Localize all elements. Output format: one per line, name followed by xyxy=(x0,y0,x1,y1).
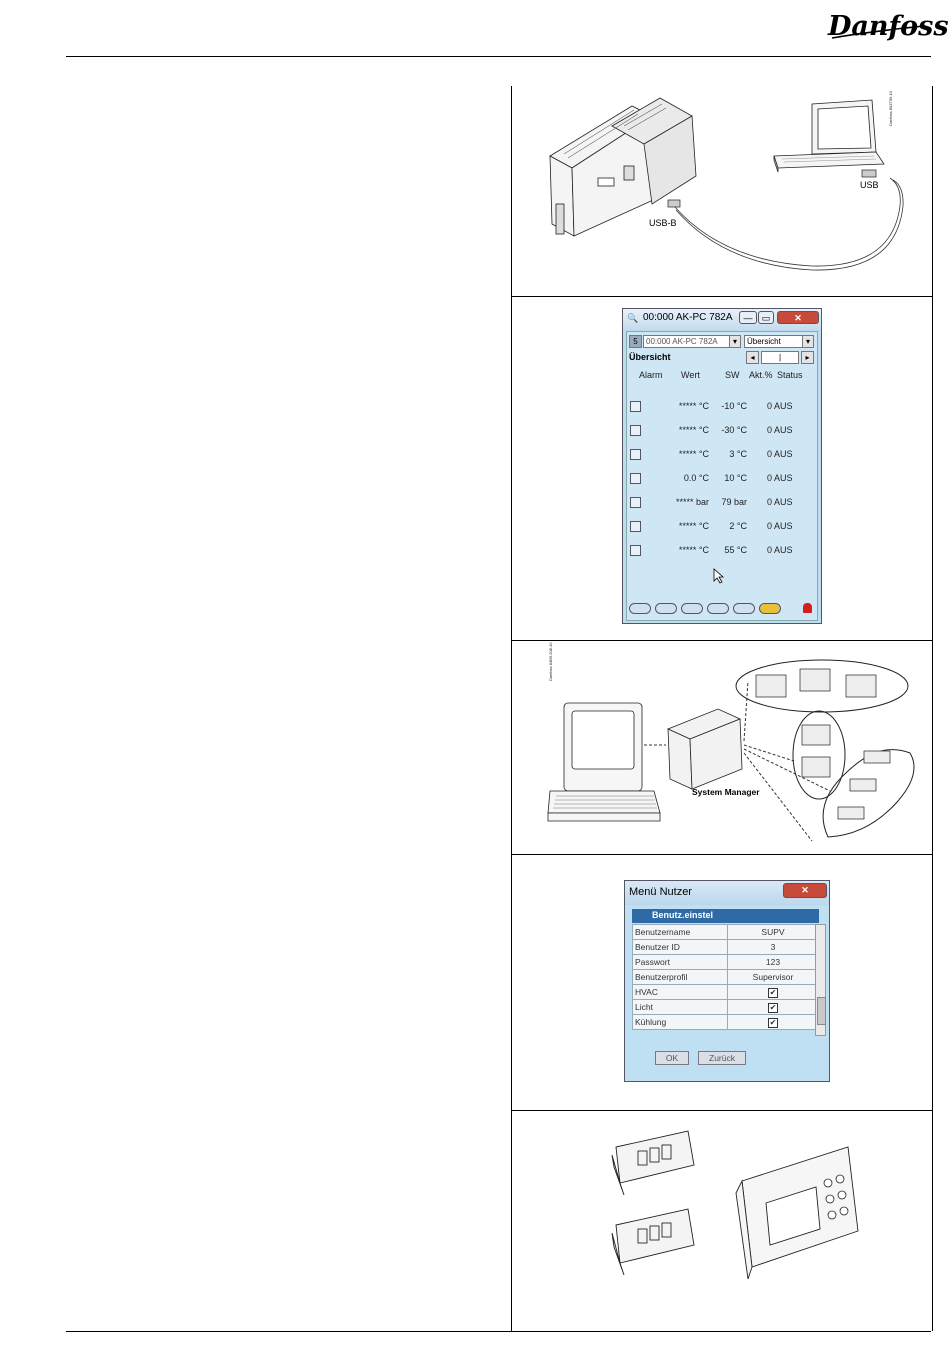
scrollbar-thumb[interactable] xyxy=(817,997,826,1025)
figure-column xyxy=(511,86,933,1331)
row-wert: ***** °C xyxy=(678,449,709,459)
col-alarm: Alarm xyxy=(639,370,663,380)
section-header xyxy=(632,909,819,923)
network-drawing xyxy=(512,641,932,855)
field-label: HVAC xyxy=(633,985,728,1000)
user-settings-table xyxy=(632,924,819,1030)
table-row[interactable] xyxy=(627,400,817,414)
field-value[interactable]: Supervisor xyxy=(728,970,819,985)
field-label: Benutzername xyxy=(633,925,728,940)
field-label: Benutzer ID xyxy=(633,940,728,955)
table-row[interactable] xyxy=(633,940,819,955)
controller-laptop-drawing xyxy=(512,86,932,296)
row-status: AUS xyxy=(774,449,793,459)
overview-screenshot-panel xyxy=(512,296,932,641)
field-value[interactable]: 3 xyxy=(728,940,819,955)
usb-b-label: USB-B xyxy=(649,218,677,228)
sensor-icon xyxy=(630,545,641,556)
tab-trend[interactable] xyxy=(707,603,729,614)
display-units-drawing xyxy=(512,1111,932,1332)
alarm-bell-icon[interactable] xyxy=(803,603,812,613)
field-value[interactable]: SUPV xyxy=(728,925,819,940)
display-units-figure xyxy=(512,1110,932,1332)
licht-checkbox[interactable]: ✔ xyxy=(769,1002,777,1012)
close-button[interactable]: ✕ xyxy=(783,883,827,898)
user-menu-screenshot-panel xyxy=(512,854,932,1111)
header-rule xyxy=(66,56,931,57)
row-sw: 10 °C xyxy=(724,473,747,483)
table-row[interactable] xyxy=(633,970,819,985)
row-status: AUS xyxy=(774,473,793,483)
row-wert: ***** °C xyxy=(678,545,709,555)
col-akt: Akt.% xyxy=(749,370,773,380)
section-header-label: Benutz.einstel xyxy=(652,910,714,920)
row-status: AUS xyxy=(774,545,793,555)
figure-code: Danfoss 80Z706.10 xyxy=(888,91,893,126)
tab-graph[interactable] xyxy=(681,603,703,614)
window-titlebar xyxy=(625,881,829,905)
hvac-checkbox[interactable]: ✔ xyxy=(769,987,777,997)
tab-service[interactable] xyxy=(733,603,755,614)
scrollbar[interactable] xyxy=(815,924,826,1036)
kuehlung-checkbox[interactable]: ✔ xyxy=(769,1017,777,1027)
device-icon[interactable]: 5 xyxy=(629,335,642,348)
table-row[interactable] xyxy=(627,448,817,462)
figure-code: Danfoss 84B9.208.10 xyxy=(548,642,553,681)
table-row[interactable] xyxy=(633,1015,819,1030)
device-dropdown-icon[interactable]: ▾ xyxy=(729,335,741,348)
table-row[interactable] xyxy=(627,472,817,486)
back-button[interactable]: Zurück xyxy=(698,1051,746,1065)
row-sw: 3 °C xyxy=(729,449,747,459)
field-label: Benutzerprofil xyxy=(633,970,728,985)
sensor-icon xyxy=(630,473,641,484)
row-akt: 0 xyxy=(767,473,773,483)
sensor-icon xyxy=(630,449,641,460)
table-row[interactable] xyxy=(627,496,817,510)
row-wert: ***** °C xyxy=(678,401,709,411)
scroll-position[interactable]: | xyxy=(761,351,799,364)
row-status: AUS xyxy=(774,497,793,507)
row-wert: ***** °C xyxy=(678,425,709,435)
footer-rule xyxy=(66,1331,931,1332)
col-wert: Wert xyxy=(681,370,700,380)
field-label: Passwort xyxy=(633,955,728,970)
close-button[interactable]: ✕ xyxy=(777,311,819,324)
row-status: AUS xyxy=(774,401,793,411)
table-row[interactable] xyxy=(633,925,819,940)
prev-button[interactable]: ◂ xyxy=(746,351,759,364)
table-row[interactable] xyxy=(627,520,817,534)
user-menu-window xyxy=(624,880,830,1082)
row-akt: 0 xyxy=(767,497,773,507)
view-dropdown-icon[interactable]: ▾ xyxy=(802,335,814,348)
ok-button[interactable]: OK xyxy=(655,1051,689,1065)
row-akt: 0 xyxy=(767,401,773,411)
next-button[interactable]: ▸ xyxy=(801,351,814,364)
col-sw: SW xyxy=(725,370,740,380)
row-sw: 79 bar xyxy=(721,497,747,507)
row-sw: 2 °C xyxy=(729,521,747,531)
row-sw: -30 °C xyxy=(721,425,747,435)
row-status: AUS xyxy=(774,521,793,531)
row-status: AUS xyxy=(774,425,793,435)
row-akt: 0 xyxy=(767,449,773,459)
row-wert: 0.0 °C xyxy=(683,473,709,483)
col-status: Status xyxy=(777,370,803,380)
sensor-icon xyxy=(630,401,641,412)
row-sw: -10 °C xyxy=(721,401,747,411)
tab-tools[interactable] xyxy=(759,603,781,614)
sensor-icon xyxy=(630,521,641,532)
field-label: Kühlung xyxy=(633,1015,728,1030)
window-content xyxy=(626,331,818,621)
table-row[interactable] xyxy=(633,985,819,1000)
usb-label: USB xyxy=(860,180,879,190)
field-value[interactable]: 123 xyxy=(728,955,819,970)
svg-text:Danfoss: Danfoss xyxy=(828,11,949,42)
bottom-tab-bar xyxy=(629,603,815,615)
tab-table[interactable] xyxy=(655,603,677,614)
sensor-icon xyxy=(630,425,641,436)
row-wert: ***** °C xyxy=(678,521,709,531)
table-row[interactable] xyxy=(633,1000,819,1015)
window-title: 00:000 AK-PC 782A xyxy=(643,312,733,323)
row-akt: 0 xyxy=(767,425,773,435)
window-titlebar xyxy=(623,309,821,329)
app-icon: 🔍 xyxy=(627,313,639,323)
tab-overview[interactable] xyxy=(629,603,651,614)
section-title: Übersicht xyxy=(629,352,671,362)
usb-connection-figure xyxy=(512,86,932,296)
system-manager-figure xyxy=(512,640,932,855)
row-akt: 0 xyxy=(767,521,773,531)
sensor-icon xyxy=(630,497,641,508)
window-title: Menü Nutzer xyxy=(629,886,692,898)
table-row[interactable] xyxy=(633,955,819,970)
row-sw: 55 °C xyxy=(724,545,747,555)
field-label: Licht xyxy=(633,1000,728,1015)
row-akt: 0 xyxy=(767,545,773,555)
mouse-cursor-icon xyxy=(713,568,725,584)
table-row[interactable] xyxy=(627,544,817,558)
table-row[interactable] xyxy=(627,424,817,438)
device-select[interactable]: 00:000 AK-PC 782A xyxy=(643,335,741,348)
danfoss-logo xyxy=(826,2,949,46)
row-wert: ***** bar xyxy=(675,497,709,507)
overview-window xyxy=(622,308,822,624)
view-select[interactable]: Übersicht xyxy=(744,335,814,348)
maximize-button[interactable]: ▭ xyxy=(758,311,774,324)
minimize-button[interactable]: — xyxy=(739,311,757,324)
system-manager-label: System Manager xyxy=(692,787,760,797)
